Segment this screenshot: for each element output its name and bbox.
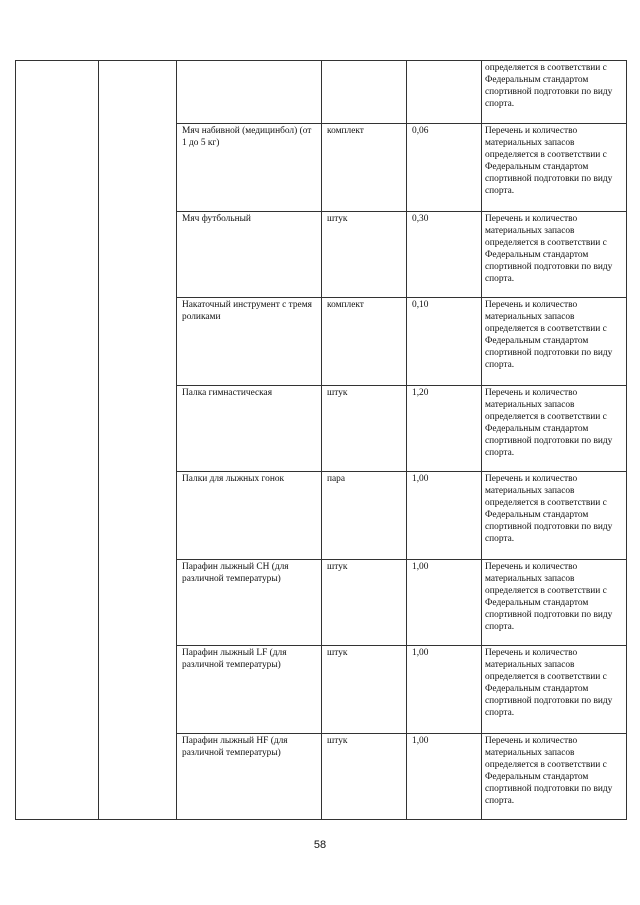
section-name-cell — [99, 61, 177, 820]
item-quantity-cell: 1,00 — [407, 472, 482, 560]
item-quantity-cell: 1,00 — [407, 646, 482, 734]
item-note-cell: Перечень и количество материальных запасов определяется в соответствии с Федеральным стандартом спортивной подготовки по виду спорта. — [482, 298, 627, 386]
item-name-cell: Палка гимнастическая — [177, 386, 322, 472]
item-quantity-cell: 1,20 — [407, 386, 482, 472]
item-quantity-cell — [407, 61, 482, 124]
item-name-cell — [177, 61, 322, 124]
item-unit-cell: штук — [322, 646, 407, 734]
item-unit-cell: штук — [322, 386, 407, 472]
equipment-table — [15, 60, 627, 820]
item-name-cell: Палки для лыжных гонок — [177, 472, 322, 560]
item-note-cell: определяется в соответствии с Федеральным стандартом спортивной подготовки по виду спорта. — [482, 61, 627, 124]
item-name-cell: Парафин лыжный LF (для различной температуры) — [177, 646, 322, 734]
section-number-cell — [16, 61, 99, 820]
item-unit-cell: штук — [322, 560, 407, 646]
item-unit-cell: штук — [322, 734, 407, 820]
item-note-cell: Перечень и количество материальных запасов определяется в соответствии с Федеральным стандартом спортивной подготовки по виду спорта. — [482, 734, 627, 820]
item-name-cell: Мяч футбольный — [177, 212, 322, 298]
item-note-cell: Перечень и количество материальных запасов определяется в соответствии с Федеральным стандартом спортивной подготовки по виду спорта. — [482, 386, 627, 472]
item-unit-cell: комплект — [322, 298, 407, 386]
item-name-cell: Накаточный инструмент с тремя роликами — [177, 298, 322, 386]
item-note-cell: Перечень и количество материальных запасов определяется в соответствии с Федеральным стандартом спортивной подготовки по виду спорта. — [482, 560, 627, 646]
item-note-cell: Перечень и количество материальных запасов определяется в соответствии с Федеральным стандартом спортивной подготовки по виду спорта. — [482, 124, 627, 212]
item-unit-cell: комплект — [322, 124, 407, 212]
item-quantity-cell: 1,00 — [407, 734, 482, 820]
item-quantity-cell: 1,00 — [407, 560, 482, 646]
item-note-cell: Перечень и количество материальных запасов определяется в соответствии с Федеральным стандартом спортивной подготовки по виду спорта. — [482, 646, 627, 734]
item-unit-cell: пара — [322, 472, 407, 560]
table-row-continuation — [16, 61, 627, 124]
item-quantity-cell: 0,06 — [407, 124, 482, 212]
item-quantity-cell: 0,10 — [407, 298, 482, 386]
item-name-cell: Парафин лыжный HF (для различной температуры) — [177, 734, 322, 820]
item-unit-cell: штук — [322, 212, 407, 298]
item-quantity-cell: 0,30 — [407, 212, 482, 298]
item-unit-cell — [322, 61, 407, 124]
item-note-cell: Перечень и количество материальных запасов определяется в соответствии с Федеральным стандартом спортивной подготовки по виду спорта. — [482, 212, 627, 298]
item-note-cell: Перечень и количество материальных запасов определяется в соответствии с Федеральным стандартом спортивной подготовки по виду спорта. — [482, 472, 627, 560]
item-name-cell: Парафин лыжный CH (для различной температуры) — [177, 560, 322, 646]
page-number: 58 — [313, 839, 327, 851]
item-name-cell: Мяч набивной (медицинбол) (от 1 до 5 кг) — [177, 124, 322, 212]
